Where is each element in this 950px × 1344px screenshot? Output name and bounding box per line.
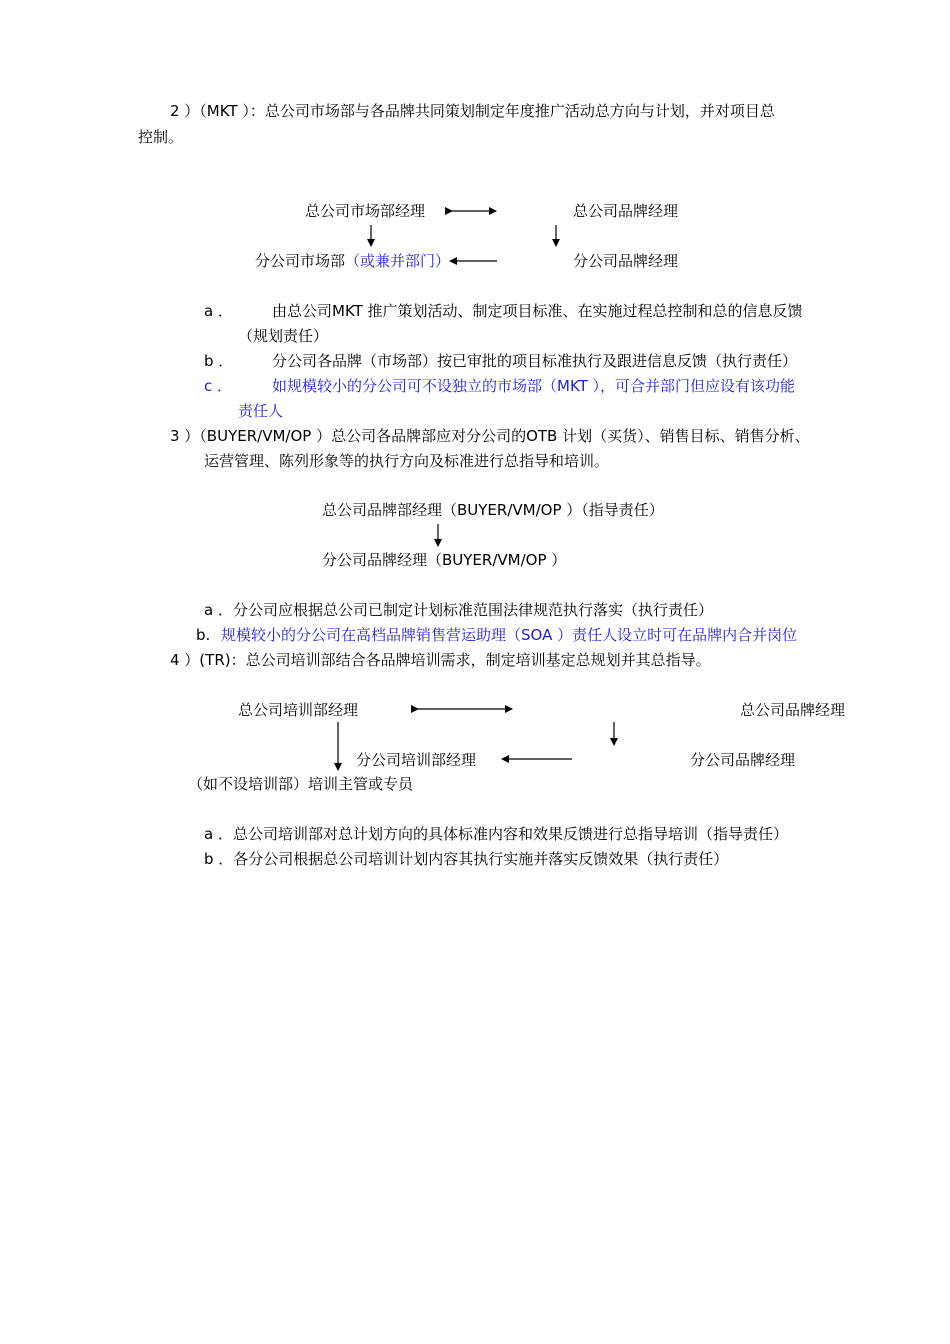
chart2-hq-marketing-manager: 总公司市场部经理 <box>305 202 426 220</box>
item-2c-text: 如规模较小的分公司可不设独立的市场部（MKT ），可合并部门但应设有该功能 <box>272 377 796 395</box>
chart2-branch-brand-manager: 分公司品牌经理 <box>573 252 679 270</box>
section-4-heading: 4 ）(TR)：总公司培训部结合各品牌培训需求，制定培训基定总规划并其总指导。 <box>170 651 711 669</box>
section-3-heading: 3 ）（BUYER/VM/OP ）总公司各品牌部应对分公司的OTB 计划（买货）、销售目标、销售分析、 <box>170 427 810 445</box>
item-3b-marker: b. <box>196 626 211 644</box>
chart2-branch-marketing-note: （或兼并部门） <box>345 252 451 270</box>
chart4-branch-brand-manager: 分公司品牌经理 <box>690 751 796 769</box>
section-3-heading-cont: 运营管理、陈列形象等的执行方向及标准进行总指导和培训。 <box>204 452 610 470</box>
chart4-hq-training-manager: 总公司培训部经理 <box>238 701 359 719</box>
chart2-hq-brand-manager: 总公司品牌经理 <box>573 202 679 220</box>
section-2-heading-cont: 控制。 <box>138 128 184 146</box>
item-3a-text: a ．分公司应根据总公司已制定计划标准范围法律规范执行落实（执行责任） <box>204 601 713 619</box>
item-2c-cont: 责任人 <box>238 402 284 420</box>
item-2c-marker: c ． <box>204 377 233 395</box>
section-2-heading: 2 ）（MKT ）：总公司市场部与各品牌共同策划制定年度推广活动总方向与计划，并对项目总 <box>170 102 775 120</box>
item-2a-cont: （规划责任） <box>238 327 329 345</box>
chart4-training-supervisor: （如不设培训部）培训主管或专员 <box>188 775 414 793</box>
chart4-branch-training-manager: 分公司培训部经理 <box>356 751 477 769</box>
item-4a-text: a ．总公司培训部对总计划方向的具体标准内容和效果反馈进行总指导培训（指导责任） <box>204 825 788 843</box>
chart4-hq-brand-manager: 总公司品牌经理 <box>740 701 846 719</box>
item-3b-text: 规模较小的分公司在高档品牌销售营运助理（SOA ）责任人设立时可在品牌内合并岗位 <box>221 626 798 644</box>
item-2b-marker: b ． <box>204 352 234 370</box>
item-2a-text: 由总公司MKT 推广策划活动、制定项目标准、在实施过程总控制和总的信息反馈 <box>272 302 803 320</box>
item-4b-text: b ．各分公司根据总公司培训计划内容其执行实施并落实反馈效果（执行责任） <box>204 850 729 868</box>
chart3-hq-brand-manager: 总公司品牌部经理（BUYER/VM/OP ）（指导责任） <box>322 501 664 519</box>
chart2-branch-marketing-label: 分公司市场部 <box>255 252 346 270</box>
item-2a-marker: a ． <box>204 302 233 320</box>
item-2b-text: 分公司各品牌（市场部）按已审批的项目标准执行及跟进信息反馈（执行责任） <box>272 352 798 370</box>
chart3-branch-brand-manager: 分公司品牌经理（BUYER/VM/OP ） <box>322 551 567 569</box>
